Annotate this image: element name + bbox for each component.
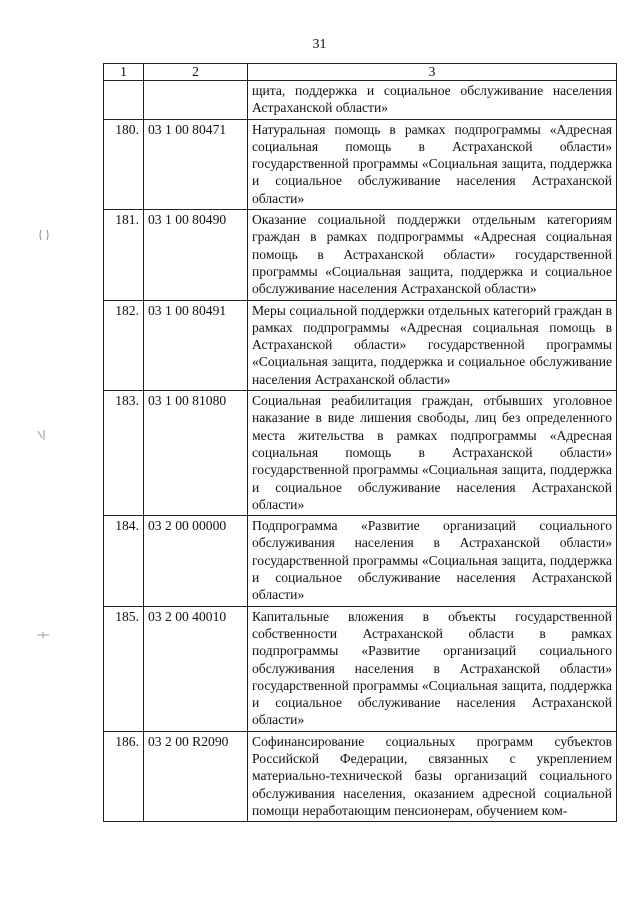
table-row — [104, 606, 617, 731]
row-description: Софинансирование социальных программ субъектов Российской Федерации, связанных с укреплением материально-технической базы организаций социального обслуживания населения, оказанием адресной социальной помощи неработающим пенсионерам, обучением ком- — [248, 731, 617, 821]
scan-artifact-mark — [36, 630, 50, 640]
table-row — [104, 516, 617, 606]
header-col-1: 1 — [104, 64, 144, 81]
row-number: 183. — [104, 391, 144, 516]
table-row — [104, 391, 617, 516]
table-header-row — [104, 64, 617, 81]
row-description: Меры социальной поддержки отдельных категорий граждан в рамках подпрограммы «Адресная социальная помощь в Астраханской области» государственной программы «Социальная защита, поддержка и социальное обслуживание населения Астраханской области» — [248, 300, 617, 390]
table-row — [104, 300, 617, 390]
row-code: 03 1 00 80471 — [144, 119, 248, 209]
row-number: 185. — [104, 606, 144, 731]
row-description: Капитальные вложения в объекты государственной собственности Астраханской области в рамках подпрограммы «Развитие организаций социального обслуживания населения в Астраханской области» государственной программы «Социальная защита, поддержка и социальное обслуживание населения Астраханской области» — [248, 606, 617, 731]
table-row — [104, 210, 617, 300]
row-description: Оказание социальной поддержки отдельным категориям граждан в рамках подпрограммы «Адресная социальная помощь в Астраханской области» государственной программы «Социальная защита, поддержка и социальное обслуживание населения Астраханской области» — [248, 210, 617, 300]
scan-artifact-mark — [38, 228, 50, 242]
page-number: 31 — [312, 37, 327, 52]
header-col-2: 2 — [144, 64, 248, 81]
table-row — [104, 81, 617, 120]
header-col-3: 3 — [248, 64, 617, 81]
row-number: 182. — [104, 300, 144, 390]
table-row — [104, 119, 617, 209]
row-number: 180. — [104, 119, 144, 209]
scan-artifact-mark — [36, 428, 48, 442]
row-description: Социальная реабилитация граждан, отбывших уголовное наказание в виде лишения свободы, лиц без определенного места жительства в рамках подпрограммы «Адресная социальная помощь в Астраханской области» государственной программы «Социальная защита, поддержка и социальное обслуживание населения Астраханской области» — [248, 391, 617, 516]
row-number: 184. — [104, 516, 144, 606]
row-code: 03 1 00 81080 — [144, 391, 248, 516]
row-description: щита, поддержка и социальное обслуживание населения Астраханской области» — [248, 81, 617, 120]
table-row — [104, 731, 617, 821]
row-code: 03 1 00 80490 — [144, 210, 248, 300]
row-code: 03 2 00 R2090 — [144, 731, 248, 821]
row-number: 181. — [104, 210, 144, 300]
row-description: Натуральная помощь в рамках подпрограммы «Адресная социальная помощь в Астраханской области» государственной программы «Социальная защита, поддержка и социальное обслуживание населения Астраханской области» — [248, 119, 617, 209]
row-number: 186. — [104, 731, 144, 821]
budget-classification-table — [103, 63, 617, 822]
row-code — [144, 81, 248, 120]
row-code: 03 1 00 80491 — [144, 300, 248, 390]
row-code: 03 2 00 40010 — [144, 606, 248, 731]
row-description: Подпрограмма «Развитие организаций социального обслуживания населения в Астраханской области» государственной программы «Социальная защита, поддержка и социальное обслуживание населения Астраханской области» — [248, 516, 617, 606]
row-number — [104, 81, 144, 120]
row-code: 03 2 00 00000 — [144, 516, 248, 606]
